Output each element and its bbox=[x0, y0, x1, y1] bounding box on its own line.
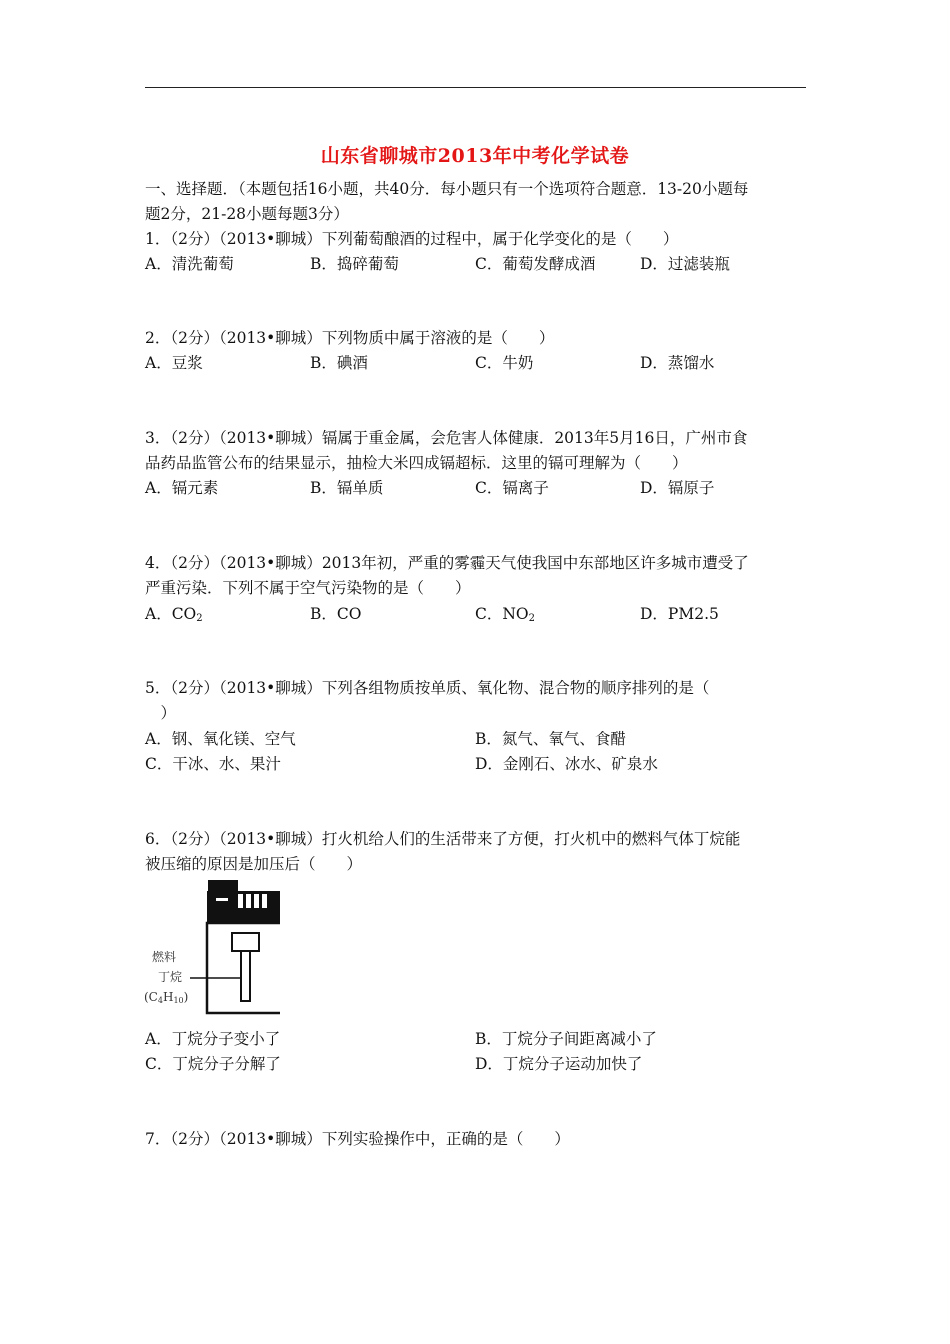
q6-option-a: A．丁烷分子变小了 bbox=[145, 1030, 281, 1048]
q2-option-d: D．蒸馏水 bbox=[640, 354, 715, 372]
q5-option-a: A．钢、氧化镁、空气 bbox=[145, 730, 296, 748]
subscript: 10 bbox=[173, 996, 184, 1005]
header-rule bbox=[145, 87, 806, 88]
q2-option-b: B．碘酒 bbox=[310, 354, 368, 372]
question-4-stem-line-2: 严重污染．下列不属于空气污染物的是（ ） bbox=[145, 579, 471, 597]
question-3-stem-line-1: 3．（2分）（2013•聊城）镉属于重金属，会危害人体健康．2013年5月16日，广州市食 bbox=[145, 429, 748, 447]
q3-option-d: D．镉原子 bbox=[640, 479, 715, 497]
figure-label-butane: 丁烷 bbox=[158, 970, 183, 984]
question-5-stem-line-2: ） bbox=[145, 704, 177, 722]
question-6-stem-line-1: 6．（2分）（2013•聊城）打火机给人们的生活带来了方便，打火机中的燃料气体丁烷能 bbox=[145, 830, 741, 848]
q6-option-c: C．丁烷分子分解了 bbox=[145, 1055, 281, 1073]
lighter-figure bbox=[140, 880, 280, 1015]
question-1-stem: 1．（2分）（2013•聊城）下列葡萄酿酒的过程中，属于化学变化的是（ ） bbox=[145, 230, 679, 248]
q4-option-c: C．$NO_2$ bbox=[475, 605, 536, 624]
q6-option-b: B．丁烷分子间距离减小了 bbox=[475, 1030, 657, 1048]
subscript: 4 bbox=[157, 996, 163, 1005]
page-title: 山东省聊城市2013年中考化学试卷 bbox=[320, 145, 630, 167]
question-3-stem-line-2: 品药品监管公布的结果显示，抽检大米四成镉超标．这里的镉可理解为（ ） bbox=[145, 454, 688, 472]
question-6-stem-line-2: 被压缩的原因是加压后（ ） bbox=[145, 855, 363, 873]
q3-option-b: B．镉单质 bbox=[310, 479, 384, 497]
q5-option-b: B．氮气、氧气、食醋 bbox=[475, 730, 626, 748]
q1-option-c: C．葡萄发酵成酒 bbox=[475, 255, 596, 273]
question-2-stem: 2．（2分）（2013•聊城）下列物质中属于溶液的是（ ） bbox=[145, 329, 555, 347]
subscript: 2 bbox=[196, 613, 203, 624]
q4-option-a: A．$CO_2$ bbox=[145, 605, 203, 624]
question-5-stem-line-1: 5．（2分）（2013•聊城）下列各组物质按单质、氧化物、混合物的顺序排列的是（ bbox=[145, 679, 710, 697]
section-heading-line-2: 题2分，21-28小题每题3分） bbox=[145, 205, 349, 223]
figure-label-fuel: 燃料 bbox=[152, 950, 177, 964]
q6-option-d: D．丁烷分子运动加快了 bbox=[475, 1055, 643, 1073]
q2-option-a: A．豆浆 bbox=[145, 354, 203, 372]
q1-option-d: D．过滤装瓶 bbox=[640, 255, 730, 273]
question-7-stem: 7．（2分）（2013•聊城）下列实验操作中，正确的是（ ） bbox=[145, 1130, 570, 1148]
q1-option-a: A．清洗葡萄 bbox=[145, 255, 234, 273]
figure-label-formula: $(C_4H_{10})$ bbox=[144, 990, 189, 1005]
q1-option-b: B．捣碎葡萄 bbox=[310, 255, 399, 273]
question-4-stem-line-1: 4．（2分）（2013•聊城）2013年初，严重的雾霾天气使我国中东部地区许多城市遭受了 bbox=[145, 554, 749, 572]
q5-option-c: C．干冰、水、果汁 bbox=[145, 755, 281, 773]
q4-option-b: B．CO bbox=[310, 605, 362, 623]
subscript: 2 bbox=[528, 613, 536, 624]
q3-option-a: A．镉元素 bbox=[145, 479, 219, 497]
section-heading-line-1: 一、选择题．（本题包括16小题，共40分．每小题只有一个选项符合题意．13-20小题每 bbox=[145, 180, 749, 198]
q3-option-c: C．镉离子 bbox=[475, 479, 549, 497]
q5-option-d: D．金刚石、冰水、矿泉水 bbox=[475, 755, 658, 773]
q2-option-c: C．牛奶 bbox=[475, 354, 534, 372]
q4-option-d: D．PM2.5 bbox=[640, 605, 719, 623]
